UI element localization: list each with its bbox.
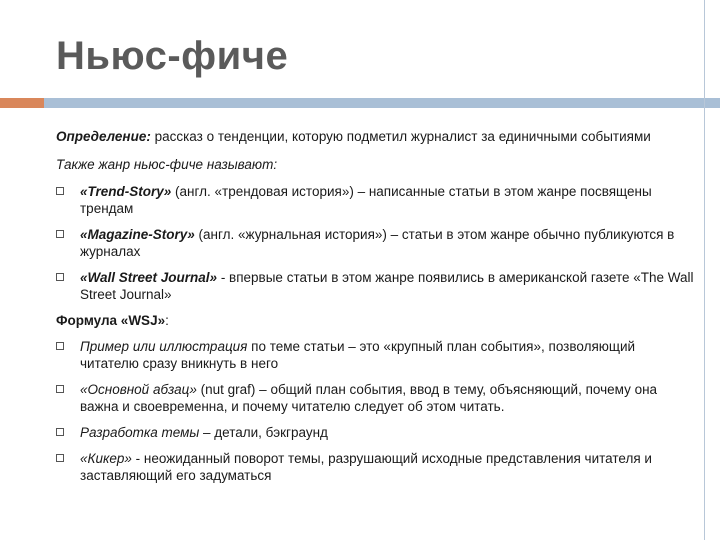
slide-title: Ньюс-фиче — [56, 34, 289, 78]
square-bullet-icon — [56, 428, 64, 436]
item-text: (англ. «трендовая история») – написанные статьи в этом жанре посвящены трендам — [80, 184, 652, 216]
list-item — [56, 226, 696, 260]
formula-colon: : — [165, 313, 169, 328]
item-text: - впервые статьи в этом жанре появились в американской газете «The Wall Street Journal» — [80, 270, 694, 302]
square-bullet-icon — [56, 273, 64, 281]
item-term: Разработка темы — [80, 425, 200, 440]
definition-term: Определение: — [56, 129, 151, 144]
item-term: «Основной абзац» — [80, 382, 197, 397]
item-term: «Кикер» — [80, 451, 132, 466]
item-text: (англ. «журнальная история») – статьи в этом жанре обычно публикуются в журналах — [80, 227, 675, 259]
slide-body — [56, 128, 696, 493]
square-bullet-icon — [56, 342, 64, 350]
definition-paragraph — [56, 128, 696, 145]
formula-heading — [56, 312, 696, 329]
list-item — [56, 450, 696, 484]
item-term: Пример или иллюстрация — [80, 339, 248, 354]
item-term: «Magazine-Story» — [80, 227, 195, 242]
list-item — [56, 183, 696, 217]
square-bullet-icon — [56, 385, 64, 393]
title-accent-bar-blue — [44, 98, 720, 108]
item-term: «Trend-Story» — [80, 184, 172, 199]
list-item — [56, 338, 696, 372]
also-called-text: Также жанр ньюс-фиче называют: — [56, 157, 278, 172]
definition-text: рассказ о тенденции, которую подметил журналист за единичными событиями — [150, 129, 651, 144]
also-called-line — [56, 156, 696, 173]
right-border-line — [704, 0, 705, 540]
item-text: (nut graf) – общий план события, ввод в тему, объясняющий, почему она важна и своевременна, и почему читателю следует об этом читать. — [80, 382, 658, 414]
item-text: по теме статьи – это «крупный план события», позволяющий читателю сразу вникнуть в него — [80, 339, 636, 371]
formula-list — [56, 338, 696, 484]
list-item — [56, 424, 696, 441]
square-bullet-icon — [56, 230, 64, 238]
square-bullet-icon — [56, 454, 64, 462]
formula-label: Формула «WSJ» — [56, 313, 166, 328]
item-text: - неожиданный поворот темы, разрушающий исходные представления читателя и заставляющий его задуматься — [80, 451, 652, 483]
list-item — [56, 269, 696, 303]
list-item — [56, 381, 696, 415]
item-text: – детали, бэкграунд — [199, 425, 328, 440]
square-bullet-icon — [56, 187, 64, 195]
title-accent-bar-orange — [0, 98, 44, 108]
names-list — [56, 183, 696, 303]
item-term: «Wall Street Journal» — [80, 270, 218, 285]
